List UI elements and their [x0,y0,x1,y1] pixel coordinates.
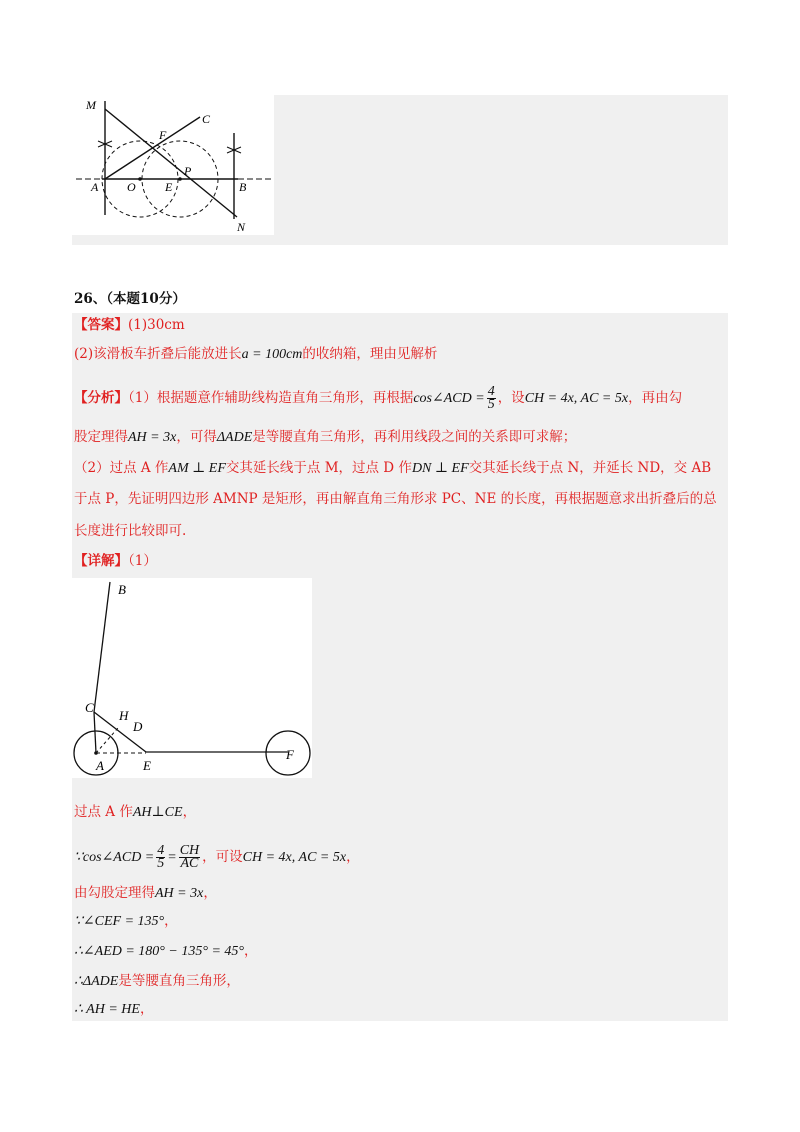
solution-s5-b: ， [244,943,258,959]
solution-s3-math: AH = 3x [155,886,204,901]
label-m: M [86,98,96,112]
question-heading: 26、（本题10分） [74,291,186,307]
analysis-p1-b: ，设 [497,390,525,406]
solution-s6-math: ∴ΔADE [74,974,119,989]
solution-s7-math: ∴ AH = HE [74,1002,140,1017]
solution-fraction-2-den: AC [180,856,199,871]
analysis-p2-math: AH = 3x [128,430,177,445]
scooter-figure-svg [72,578,312,778]
label-o: O [127,180,136,194]
solution-fraction-1-num: 4 [157,843,165,858]
construction-figure [72,95,274,235]
analysis-p3-a: （2）过点 A 作 [74,460,169,476]
solution-s1-a: 过点 A 作 [74,804,133,820]
solution-s1-b: ， [182,804,197,820]
label-c: C [202,112,211,126]
scooter-figure [72,578,312,778]
label-c2: C [85,700,94,715]
solution-s7-b: ， [139,1001,154,1017]
analysis-p1-a: （1）根据题意作辅助线构造直角三角形，再根据 [128,390,414,406]
solution-fraction-2 [179,845,200,870]
analysis-p3-c: 交其延长线于点 N，并延长 ND，交 AB [468,460,712,476]
label-f2: F [286,747,294,762]
detail-part: （1） [128,553,157,569]
label-b2: B [118,582,126,597]
solution-s5-math: ∴∠AED = 180° − 135° = 45° [74,944,244,959]
analysis-p2-math2: ΔADE [216,430,253,445]
point-o [138,177,142,181]
label-n: N [237,220,246,234]
label-e2: E [143,758,151,773]
analysis-p1-c: ，再由勾 [628,390,683,406]
solution-s4-b: ， [164,913,178,929]
analysis-fraction-den: 5 [487,397,495,412]
analysis-fraction [487,386,496,411]
solution-line-7 [74,1000,153,1019]
solution-s1-math: AH⊥CE [132,805,183,820]
solution-s3-b: ， [203,885,217,901]
analysis-p1-cos: cos∠ACD = [413,391,485,406]
pole-bc [94,582,110,712]
solution-fraction-2-num: CH [179,843,200,858]
solution-s2-math: CH = 4x, AC = 5x [242,850,347,865]
analysis-line-1 [74,386,682,411]
analysis-line-4: 于点 P，先证明四边形 AMNP 是矩形，再由解直角三角形求 PC、NE 的长度，再根据题意求出折叠后的总 [74,491,717,507]
label-f: F [159,128,167,142]
solution-line-3 [74,884,217,903]
analysis-tag: 【分析】 [74,390,128,406]
answer-tag: 【答案】 [74,317,128,333]
solution-s2-eq: = [167,850,177,865]
answer-line-2 [74,345,437,364]
solution-line-6 [74,972,240,991]
answer-part2-pre: (2)该滑板车折叠后能放进长 [74,346,242,362]
answer-line-1 [74,316,185,334]
label-e: E [165,180,173,194]
label-p: P [184,164,192,178]
answer-part1: (1)30cm [128,317,185,333]
label-a2: A [96,758,104,773]
solution-s2-a: ∵cos∠ACD = [74,850,155,865]
solution-fraction-1 [156,845,165,870]
analysis-p2-a: 股定理得 [74,429,128,445]
analysis-p3-math2: DN ⊥ EF [411,461,469,476]
point-a [94,751,98,755]
label-h2: H [119,708,129,723]
detail-tag: 【详解】 [74,553,128,569]
analysis-p3-b: 交其延长线于点 M，过点 D 作 [225,460,412,476]
analysis-p2-b: ，可得 [176,429,217,445]
detail-line [74,552,157,570]
analysis-line-2 [74,428,576,447]
solution-s2-c: ， [346,849,360,865]
solution-line-5 [74,942,258,961]
point-p [178,177,182,181]
analysis-line-3 [74,459,711,478]
solution-fraction-1-den: 5 [157,856,165,871]
answer-part2-math: a = 100cm [241,347,303,362]
analysis-p1-math: CH = 4x, AC = 5x [524,391,629,406]
analysis-p3-math: AM ⊥ EF [168,461,226,476]
label-d2: D [133,719,143,734]
answer-part2-post: 的收纳箱，理由见解析 [302,346,438,362]
segment-ca [94,712,96,753]
solution-s3-a: 由勾股定理得 [74,885,155,901]
solution-s6-b: 是等腰直角三角形， [118,973,240,989]
solution-s2-b: ，可设 [202,849,243,865]
label-b: B [239,180,247,194]
solution-s4-math: ∵∠CEF = 135° [74,914,165,929]
solution-line-4 [74,912,178,931]
label-a: A [91,180,99,194]
analysis-fraction-num: 4 [487,384,495,399]
analysis-line-5: 长度进行比较即可. [74,523,187,539]
analysis-p2-c: 是等腰直角三角形，再利用线段之间的关系即可求解； [252,429,577,445]
solution-line-1 [74,803,196,822]
solution-line-2 [74,845,360,870]
construction-figure-svg [72,95,274,235]
